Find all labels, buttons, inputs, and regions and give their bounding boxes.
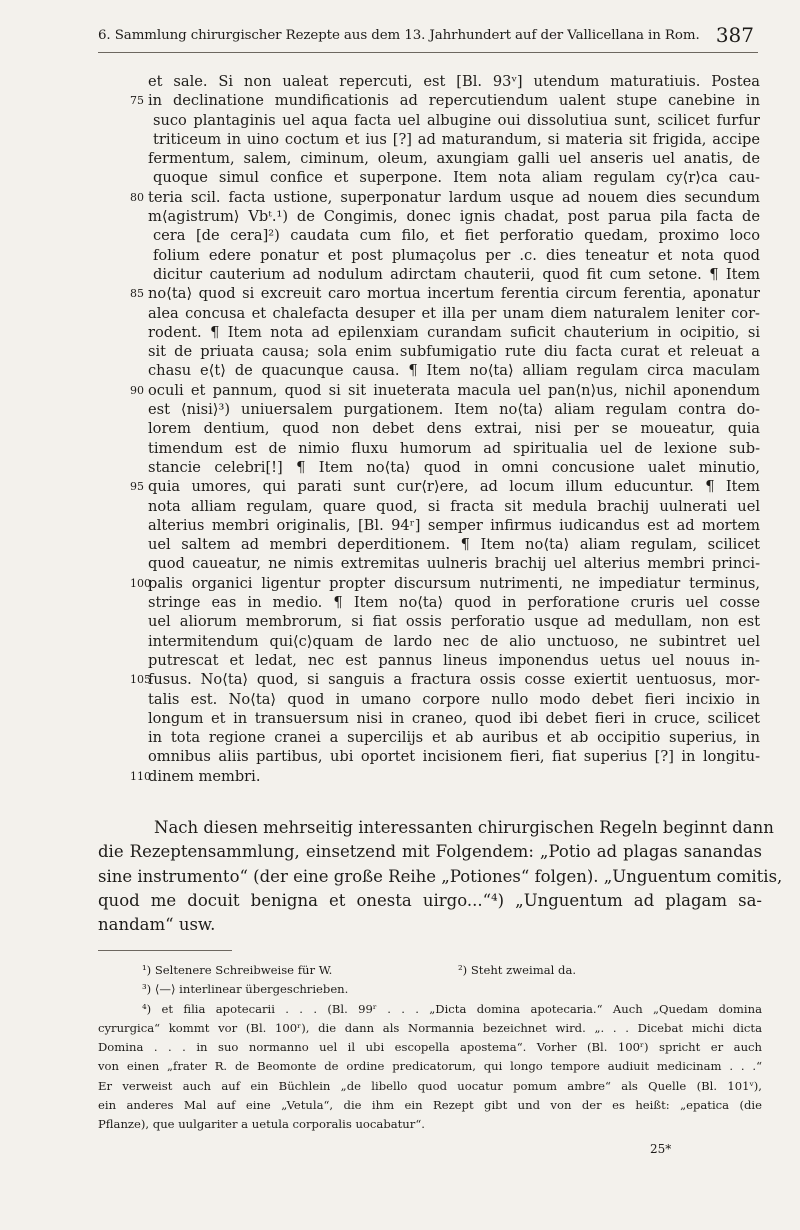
- german-paragraph: [98, 816, 783, 937]
- latin-line-text: rodent. ¶ Item nota ad epilenxiam curandam suficit chauterium in ocipitio, si: [148, 323, 760, 341]
- latin-line: [148, 149, 760, 168]
- latin-line-text: alea concusa et chalefacta desuper et illa per unam diem naturalem leniter cor-: [148, 304, 760, 322]
- latin-line: [130, 91, 760, 110]
- latin-line: [148, 728, 760, 747]
- latin-line: [148, 111, 760, 130]
- latin-line-text: dicitur cauterium ad nodulum adirctam chauterii, quod fit cum setone. ¶ Item: [153, 265, 760, 283]
- latin-line-text: chasu e⟨t⟩ de quacunque causa. ¶ Item no⟨ta⟩ alliam regulam circa maculam: [148, 362, 760, 380]
- latin-line: [148, 246, 760, 265]
- footnote-row-1: [98, 961, 762, 980]
- latin-line-text: triticeum in uino coctum et ius [?] ad maturandum, si materia sit frigida, accipe: [153, 130, 760, 148]
- latin-line-text: fermentum, salem, ciminum, oleum, axungiam galli uel anseris uel anatis, de: [148, 150, 760, 168]
- latin-line: [148, 342, 760, 361]
- latin-line: [148, 554, 760, 573]
- latin-line: [130, 767, 760, 786]
- latin-line-text: no⟨ta⟩ quod si excreuit caro mortua incertum ferentia circum ferentia, aponatur: [148, 285, 760, 303]
- latin-line: [130, 381, 760, 400]
- latin-line-text: in tota regione cranei a supercilijs et ab auribus et ab occipitio superius, in: [148, 729, 760, 747]
- latin-line-text: palis organici ligentur propter discursum nutrimenti, ne impediatur terminus,: [148, 574, 760, 592]
- latin-line: [148, 207, 760, 226]
- latin-line: [148, 651, 760, 670]
- latin-line: [148, 632, 760, 651]
- german-line: quod me docuit benigna et onesta uirgo...“⁴) „Unguentum ad plagam sa-: [98, 890, 762, 910]
- latin-line: [148, 361, 760, 380]
- header-rule: [98, 52, 758, 53]
- latin-line-text: putrescat et ledat, nec est pannus lineus imponendus uetus uel nouus in-: [148, 651, 760, 669]
- latin-line: [148, 612, 760, 631]
- latin-line-text: longum et in transuersum nisi in craneo, quod ibi debet fieri in cruce, scilicet: [148, 709, 760, 727]
- latin-line: [148, 690, 760, 709]
- latin-line: [148, 400, 760, 419]
- latin-line: [148, 516, 760, 535]
- signature-mark: 25*: [650, 1142, 672, 1156]
- latin-line-text: stancie celebri[!] ¶ Item no⟨ta⟩ quod in omni concusione ualet minutio,: [148, 458, 760, 476]
- line-number: 90: [130, 383, 144, 397]
- latin-line: [148, 497, 760, 516]
- footnote-4-line: cyrurgica“ kommt vor (Bl. 100ʳ), die dann als Normannia bezeichnet wird. „. . . Dicebat michi dicta: [98, 1020, 762, 1035]
- latin-line-text: quod caueatur, ne nimis extremitas uulneris brachij uel alterius membri princi-: [148, 555, 760, 573]
- latin-line-text: uel saltem ad membri deperditionem. ¶ Item no⟨ta⟩ aliam regulam, scilicet: [148, 536, 760, 554]
- line-number: 85: [130, 287, 144, 301]
- latin-line: [130, 574, 760, 593]
- latin-line-text: stringe eas in medio. ¶ Item no⟨ta⟩ quod in perforatione cruris uel cosse: [148, 594, 760, 612]
- latin-line: [148, 439, 760, 458]
- german-line: die Rezeptensammlung, einsetzend mit Folgendem: „Potio ad plagas sanandas: [98, 842, 762, 862]
- latin-line: [130, 188, 760, 207]
- latin-line-text: et sale. Si non ualeat repercuti, est [Bl. 93ᵛ] utendum maturatiuis. Postea: [148, 73, 760, 90]
- latin-line: [130, 284, 760, 303]
- footnote-4-line: Er verweist auch auf ein Büchlein „de libello quod uocatur pomum ambre“ als Quelle (Bl. 101ᵛ),: [98, 1078, 762, 1093]
- line-number: 100: [130, 576, 151, 590]
- footnotes: [98, 961, 762, 1135]
- german-line: nandam“ usw.: [98, 915, 216, 935]
- latin-line: [148, 72, 760, 91]
- latin-line: [148, 535, 760, 554]
- footnote-3: ³) ⟨—⟩ interlinear übergeschrieben.: [142, 982, 349, 997]
- footnote-1: ¹) Seltenere Schreibweise für W.: [142, 963, 333, 977]
- latin-line-text: lorem dentium, quod non debet dens extrai, nisi per se moueatur, quia: [148, 420, 760, 438]
- latin-line: [148, 323, 760, 342]
- footnote-4: [98, 1000, 762, 1135]
- latin-line-text: folium edere ponatur et post plumaçolus per .c. dies teneatur et nota quod: [153, 246, 760, 264]
- line-number: 110: [130, 769, 151, 783]
- latin-line-text: nota alliam regulam, quare quod, si fracta sit medula brachij uulnerati uel: [148, 497, 760, 515]
- latin-line-text: m⟨agistrum⟩ Vbᵗ.¹) de Congimis, donec ignis chadat, post parua pila facta de: [148, 208, 760, 226]
- latin-line-text: intermitendum qui⟨c⟩quam de lardo nec de alio unctuoso, ne subintret uel: [148, 632, 760, 650]
- header-title: 6. Sammlung chirurgischer Rezepte aus dem 13. Jahrhundert auf der Vallicellana in Rom.: [98, 28, 700, 43]
- line-number: 75: [130, 94, 144, 108]
- latin-line: [148, 265, 760, 284]
- line-number: 105: [130, 673, 151, 687]
- latin-line: [148, 709, 760, 728]
- latin-line-text: in declinatione mundificationis ad repercutiendum ualent stupe canebine in: [148, 92, 760, 110]
- latin-line: [148, 593, 760, 612]
- latin-line-text: cera [de cera]²) caudata cum filo, et fiet perforatio quedam, proximo loco: [153, 227, 760, 245]
- latin-line-text: fusus. No⟨ta⟩ quod, si sanguis a fractura ossis cosse exiertit uentuosus, mor-: [148, 671, 760, 689]
- latin-line-text: sit de priuata causa; sola enim subfumigatio rute diu facta curat et releuat a: [148, 343, 760, 361]
- footnote-4-line: von einen „frater R. de Beomonte de ordine predicatorum, qui longo tempore audiuit medicinam . . .“: [98, 1059, 762, 1074]
- running-header: [98, 23, 758, 56]
- latin-line: [148, 458, 760, 477]
- latin-line-text: timendum est de nimio fluxu humorum ad spiritualia uel de lexione sub-: [148, 439, 760, 457]
- latin-line-text: est ⟨nisi⟩³) uniuersalem purgationem. Item no⟨ta⟩ aliam regulam contra do-: [148, 401, 760, 419]
- german-line: Nach diesen mehrseitig interessanten chirurgischen Regeln beginnt dann: [154, 818, 774, 837]
- footnote-2: ²) Steht zweimal da.: [458, 963, 577, 977]
- latin-line: [130, 477, 760, 496]
- latin-line-text: oculi et pannum, quod si sit inueterata macula uel pan⟨n⟩us, nichil aponendum: [148, 381, 760, 399]
- latin-line-text: talis est. No⟨ta⟩ quod in umano corpore nullo modo debet fieri incixio in: [148, 690, 760, 708]
- latin-line-text: suco plantaginis uel aqua facta uel albugine oui dissolutiua sunt, scilicet furfur: [153, 111, 760, 129]
- footnote-4-line: Domina . . . in suo normanno uel il ubi escopella apostema“. Vorher (Bl. 100ʳ) spricht er auch: [98, 1040, 762, 1055]
- latin-line-text: alterius membri originalis, [Bl. 94ʳ] semper infirmus iudicandus est ad mortem: [148, 516, 760, 534]
- latin-line-text: dinem membri.: [148, 767, 261, 785]
- latin-text-block: [130, 72, 760, 786]
- latin-line-text: uel aliorum membrorum, si fiat ossis perforatio usque ad medullam, non est: [148, 613, 760, 631]
- latin-line: [148, 419, 760, 438]
- latin-line: [148, 747, 760, 766]
- footnote-rule: [98, 950, 232, 951]
- latin-line: [148, 168, 760, 187]
- footnote-4-line: ⁴) et filia apotecarii . . . (Bl. 99ʳ . . . „Dicta domina apotecaria.“ Auch „Quedam domina: [142, 1001, 762, 1016]
- latin-line-text: omnibus aliis partibus, ubi oportet incisionem fieri, fiat superius [?] in longitu-: [148, 748, 760, 766]
- latin-line-text: quia umores, qui parati sunt cur⟨r⟩ere, ad locum illum educuntur. ¶ Item: [148, 478, 760, 496]
- footnote-4-line: ein anderes Mal auf eine „Vetula“, die ihm ein Rezept gibt und von der es heißt: „epatica (die: [98, 1098, 762, 1113]
- latin-line-text: quoque simul confice et superpone. Item nota aliam regulam cy⟨r⟩ca cau-: [153, 169, 760, 187]
- latin-line: [130, 670, 760, 689]
- latin-line-text: teria scil. facta ustione, superponatur lardum usque ad nouem dies secundum: [148, 188, 760, 206]
- line-number: 80: [130, 190, 144, 204]
- latin-line: [148, 130, 760, 149]
- page-number: 387: [715, 23, 754, 47]
- latin-line: [148, 226, 760, 245]
- german-line: sine instrumento“ (der eine große Reihe „Potiones“ folgen). „Unguentum comitis,: [98, 866, 783, 886]
- line-number: 95: [130, 480, 144, 494]
- footnote-4-line: Pflanze), que uulgariter a uetula corporalis uocabatur“.: [98, 1117, 425, 1132]
- latin-line: [148, 304, 760, 323]
